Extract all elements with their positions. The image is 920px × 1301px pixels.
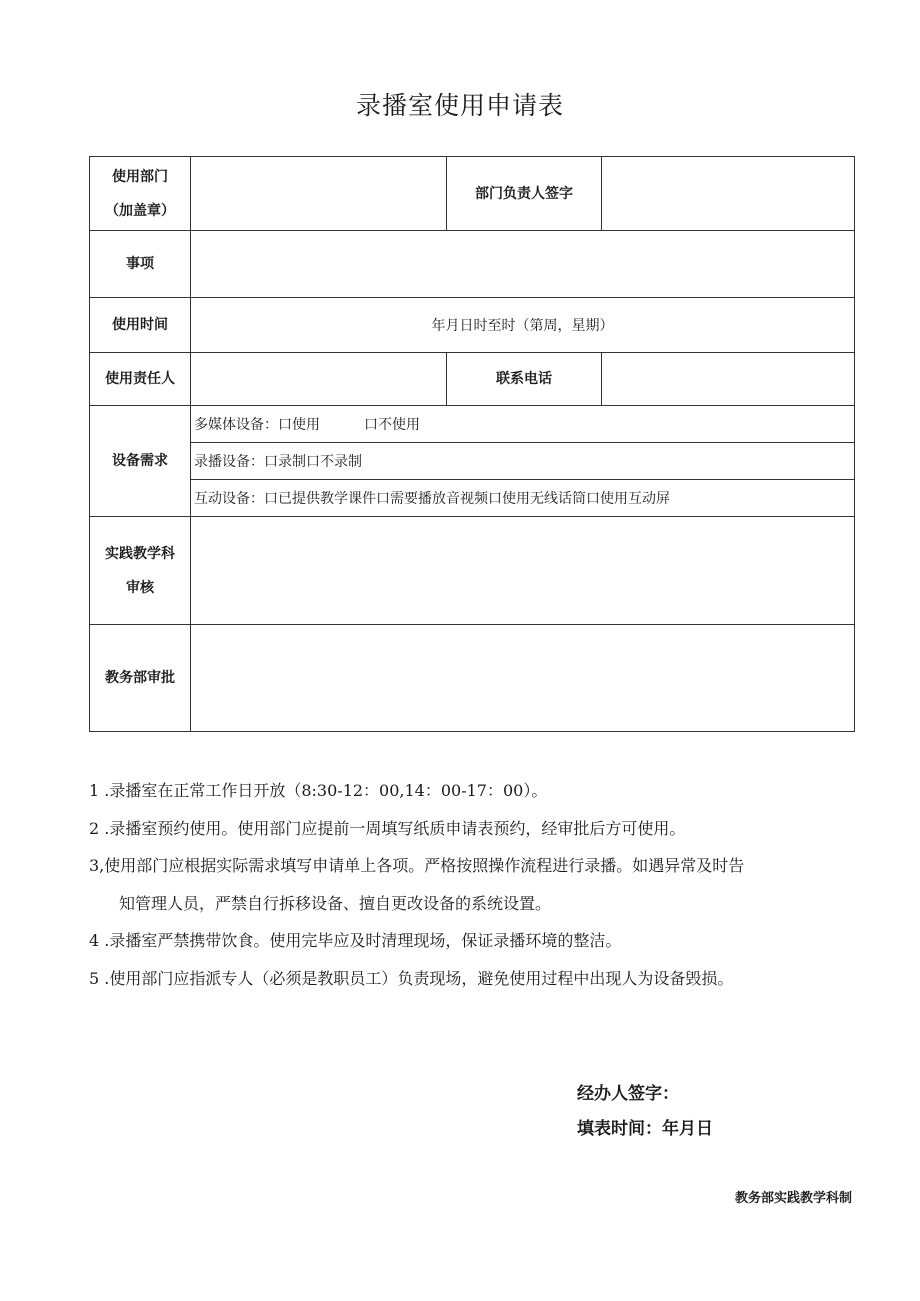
note-item: 5 .使用部门应指派专人（必须是教职员工）负责现场，避免使用过程中出现人为设备毁损。 [89, 968, 734, 988]
phone-label: 联系电话 [447, 353, 602, 406]
multimedia-use-checkbox[interactable]: 口使用 [278, 417, 320, 433]
matter-input-cell[interactable] [191, 231, 855, 298]
form-row-equipment-1 [90, 406, 855, 443]
recording-equipment-row[interactable]: 录播设备：口录制口不录制 [191, 443, 855, 480]
usage-notes [89, 772, 869, 997]
form-row-department [90, 157, 855, 231]
review-label-cell [90, 517, 191, 625]
phone-input-cell[interactable] [602, 353, 855, 406]
form-row-approval [90, 625, 855, 732]
review-label-line-2: 审核 [126, 579, 154, 596]
multimedia-equipment-row [191, 406, 855, 443]
responsible-person-label: 使用责任人 [90, 353, 191, 406]
approval-label: 教务部审批 [90, 625, 191, 732]
issuer-footer: 教务部实践教学科制 [734, 1191, 852, 1206]
review-input-cell[interactable] [191, 517, 855, 625]
department-label-cell [90, 157, 191, 231]
note-item: 2 .录播室预约使用。使用部门应提前一周填写纸质申请表预约，经审批后方可使用。 [89, 818, 686, 838]
department-input-cell[interactable] [191, 157, 447, 231]
form-row-responsible [90, 353, 855, 406]
note-item: 4 .录播室严禁携带饮食。使用完毕应及时清理现场，保证录播环境的整洁。 [89, 931, 622, 950]
form-row-equipment-2 [90, 443, 855, 480]
note-item: 3,使用部门应根据实际需求填写申请单上各项。严格按照操作流程进行录播。如遇异常及时告 [89, 856, 745, 875]
application-form-table [89, 156, 855, 732]
page-title: 录播室使用申请表 [355, 91, 564, 120]
time-template-cell[interactable]: 年月日时至时（第周，星期） [191, 298, 855, 353]
dept-head-signature-cell[interactable] [602, 157, 855, 231]
form-row-equipment-3 [90, 480, 855, 517]
approval-input-cell[interactable] [191, 625, 855, 732]
handler-signature-label: 经办人签字： [577, 1084, 679, 1104]
department-stamp-note: （加盖章） [105, 202, 175, 219]
form-row-time [90, 298, 855, 353]
time-label: 使用时间 [90, 298, 191, 353]
department-label: 使用部门 [112, 168, 168, 185]
dept-head-signature-label: 部门负责人签字 [447, 157, 602, 231]
interactive-equipment-row[interactable]: 互动设备：口已提供教学课件口需要播放音视频口使用无线话筒口使用互动屏 [191, 480, 855, 517]
review-label-line-1: 实践教学科 [105, 545, 175, 562]
form-row-review [90, 517, 855, 625]
fill-date-label: 填表时间：年月日 [577, 1119, 713, 1139]
form-row-matter [90, 231, 855, 298]
matter-label: 事项 [90, 231, 191, 298]
note-item-continued: 知管理人员，严禁自行拆移设备、擅自更改设备的系统设置。 [119, 893, 552, 913]
multimedia-equipment-label: 多媒体设备： [194, 417, 278, 433]
multimedia-not-use-checkbox[interactable]: 口不使用 [364, 417, 420, 433]
responsible-person-cell[interactable] [191, 353, 447, 406]
note-item: 1 .录播室在正常工作日开放（8:30-12：00,14：00-17：00）。 [89, 781, 548, 800]
equipment-label: 设备需求 [90, 406, 191, 517]
